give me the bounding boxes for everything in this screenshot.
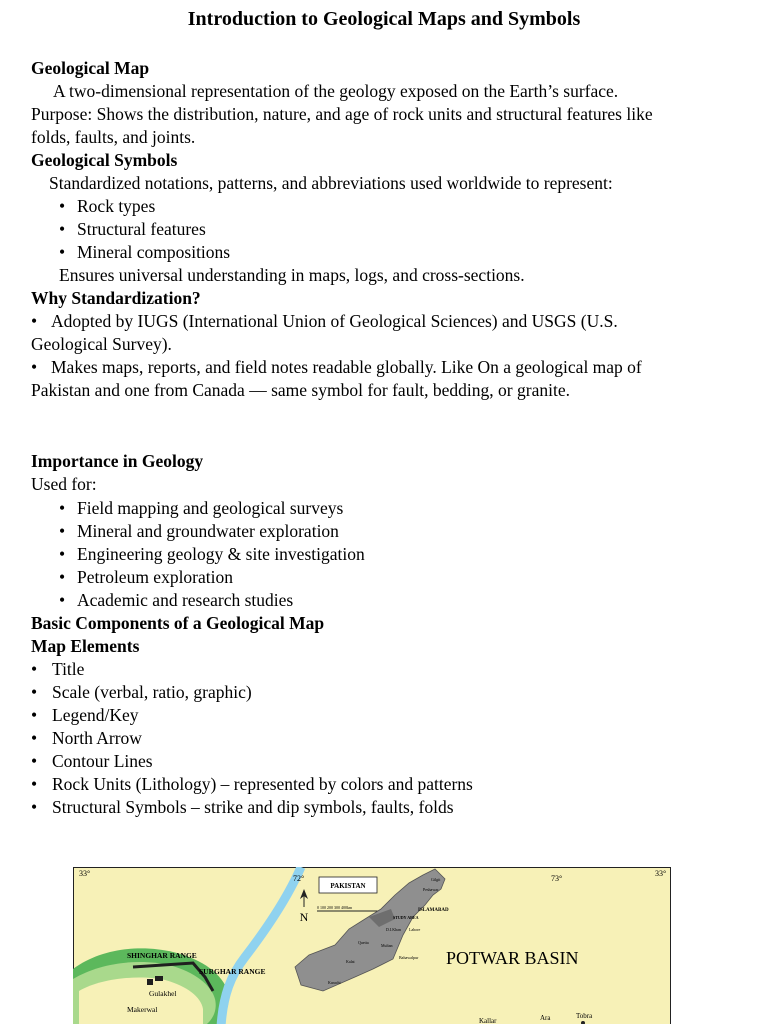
city-label: Karachi bbox=[328, 980, 341, 985]
north-label: N bbox=[299, 910, 309, 924]
bullet-marker: • bbox=[31, 705, 38, 725]
heading-geological-symbols: Geological Symbols bbox=[31, 150, 178, 170]
lon-label-73: 73° bbox=[551, 874, 563, 883]
list-item: Legend/Key bbox=[52, 705, 139, 725]
bullet-marker: • bbox=[59, 590, 66, 610]
city-label: ISLAMABAD bbox=[418, 908, 449, 913]
bullet-marker: • bbox=[31, 311, 38, 331]
town-label: Makerwal bbox=[127, 1005, 158, 1014]
paragraph-line: Ensures universal understanding in maps, logs, and cross-sections. bbox=[59, 265, 525, 285]
city-label: D.I.Khan bbox=[386, 927, 401, 932]
town-label: Ara bbox=[540, 1014, 551, 1022]
lon-label-72: 72° bbox=[293, 874, 305, 883]
list-item: Petroleum exploration bbox=[77, 567, 234, 587]
bullet-marker: • bbox=[31, 357, 38, 377]
paragraph-line: Used for: bbox=[31, 474, 97, 494]
town-label: Tobra bbox=[576, 1012, 593, 1020]
bullet-marker: • bbox=[59, 567, 66, 587]
heading-why-standardization: Why Standardization? bbox=[31, 288, 201, 308]
bullet-marker: • bbox=[31, 751, 38, 771]
city-label: Lahore bbox=[409, 927, 421, 932]
heading-basic-components: Basic Components of a Geological Map bbox=[31, 613, 325, 633]
city-label: Quetta bbox=[358, 940, 369, 945]
city-label: Bahawalpur bbox=[399, 955, 419, 960]
bullet-marker: • bbox=[59, 196, 66, 216]
bullet-marker: • bbox=[31, 728, 38, 748]
bullet-marker: • bbox=[59, 544, 66, 564]
surghar-range-label: SURGHAR RANGE bbox=[199, 967, 266, 976]
city-label: Gilgit bbox=[431, 877, 441, 882]
list-item: Structural features bbox=[77, 219, 206, 239]
list-item: Academic and research studies bbox=[77, 590, 294, 610]
list-item: Field mapping and geological surveys bbox=[77, 498, 344, 518]
lat-label-left: 33° bbox=[79, 869, 91, 878]
paragraph-line: A two-dimensional representation of the geology exposed on the Earth’s surface. bbox=[53, 81, 619, 101]
list-item: Rock types bbox=[77, 196, 156, 216]
list-item: Title bbox=[52, 659, 85, 679]
town-label: Kallar bbox=[479, 1017, 497, 1024]
list-item: Engineering geology & site investigation bbox=[77, 544, 365, 564]
study-area-label: STUDY AREA bbox=[393, 915, 419, 920]
inset-title: PAKISTAN bbox=[330, 882, 366, 890]
list-item: Mineral and groundwater exploration bbox=[77, 521, 339, 541]
bullet-marker: • bbox=[31, 797, 38, 817]
paragraph-line: Purpose: Shows the distribution, nature, and age of rock units and structural features like bbox=[31, 104, 653, 124]
bullet-marker: • bbox=[59, 498, 66, 518]
city-label: Kalat bbox=[346, 959, 355, 964]
heading-importance: Importance in Geology bbox=[31, 451, 204, 471]
lat-label-right: 33° bbox=[655, 869, 667, 878]
list-item: Mineral compositions bbox=[77, 242, 231, 262]
list-item: Contour Lines bbox=[52, 751, 153, 771]
map-svg bbox=[73, 867, 671, 1024]
heading-geological-map: Geological Map bbox=[31, 58, 150, 78]
document-title: Introduction to Geological Maps and Symbols bbox=[187, 8, 581, 30]
potwar-basin-label: POTWAR BASIN bbox=[446, 948, 579, 968]
city-label: Multan bbox=[381, 943, 393, 948]
bullet-marker: • bbox=[31, 659, 38, 679]
city-label: Peshawar bbox=[423, 887, 439, 892]
paragraph-line: Makes maps, reports, and field notes readable globally. Like On a geological map of bbox=[51, 357, 642, 377]
bullet-marker: • bbox=[59, 242, 66, 262]
bullet-marker: • bbox=[31, 774, 38, 794]
paragraph-line: Pakistan and one from Canada — same symbol for fault, bedding, or granite. bbox=[31, 380, 570, 400]
paragraph-line: folds, faults, and joints. bbox=[31, 127, 196, 147]
paragraph-line: Standardized notations, patterns, and abbreviations used worldwide to represent: bbox=[49, 173, 613, 193]
scale-label: 0 100 200 300 400km bbox=[317, 905, 353, 910]
list-item: Structural Symbols – strike and dip symbols, faults, folds bbox=[52, 797, 454, 817]
range-marker bbox=[147, 979, 153, 985]
list-item: North Arrow bbox=[52, 728, 142, 748]
subheading-map-elements: Map Elements bbox=[31, 636, 140, 656]
list-item: Scale (verbal, ratio, graphic) bbox=[52, 682, 252, 702]
paragraph-line: Adopted by IUGS (International Union of Geological Sciences) and USGS (U.S. bbox=[51, 311, 618, 331]
geological-map-figure bbox=[73, 867, 671, 1024]
bullet-marker: • bbox=[31, 682, 38, 702]
range-marker bbox=[155, 976, 163, 981]
shinghar-range-label: SHINGHAR RANGE bbox=[127, 951, 197, 960]
list-item: Rock Units (Lithology) – represented by colors and patterns bbox=[52, 774, 473, 794]
bullet-marker: • bbox=[59, 521, 66, 541]
town-label: Gulakhel bbox=[149, 989, 177, 998]
paragraph-line: Geological Survey). bbox=[31, 334, 172, 354]
bullet-marker: • bbox=[59, 219, 66, 239]
